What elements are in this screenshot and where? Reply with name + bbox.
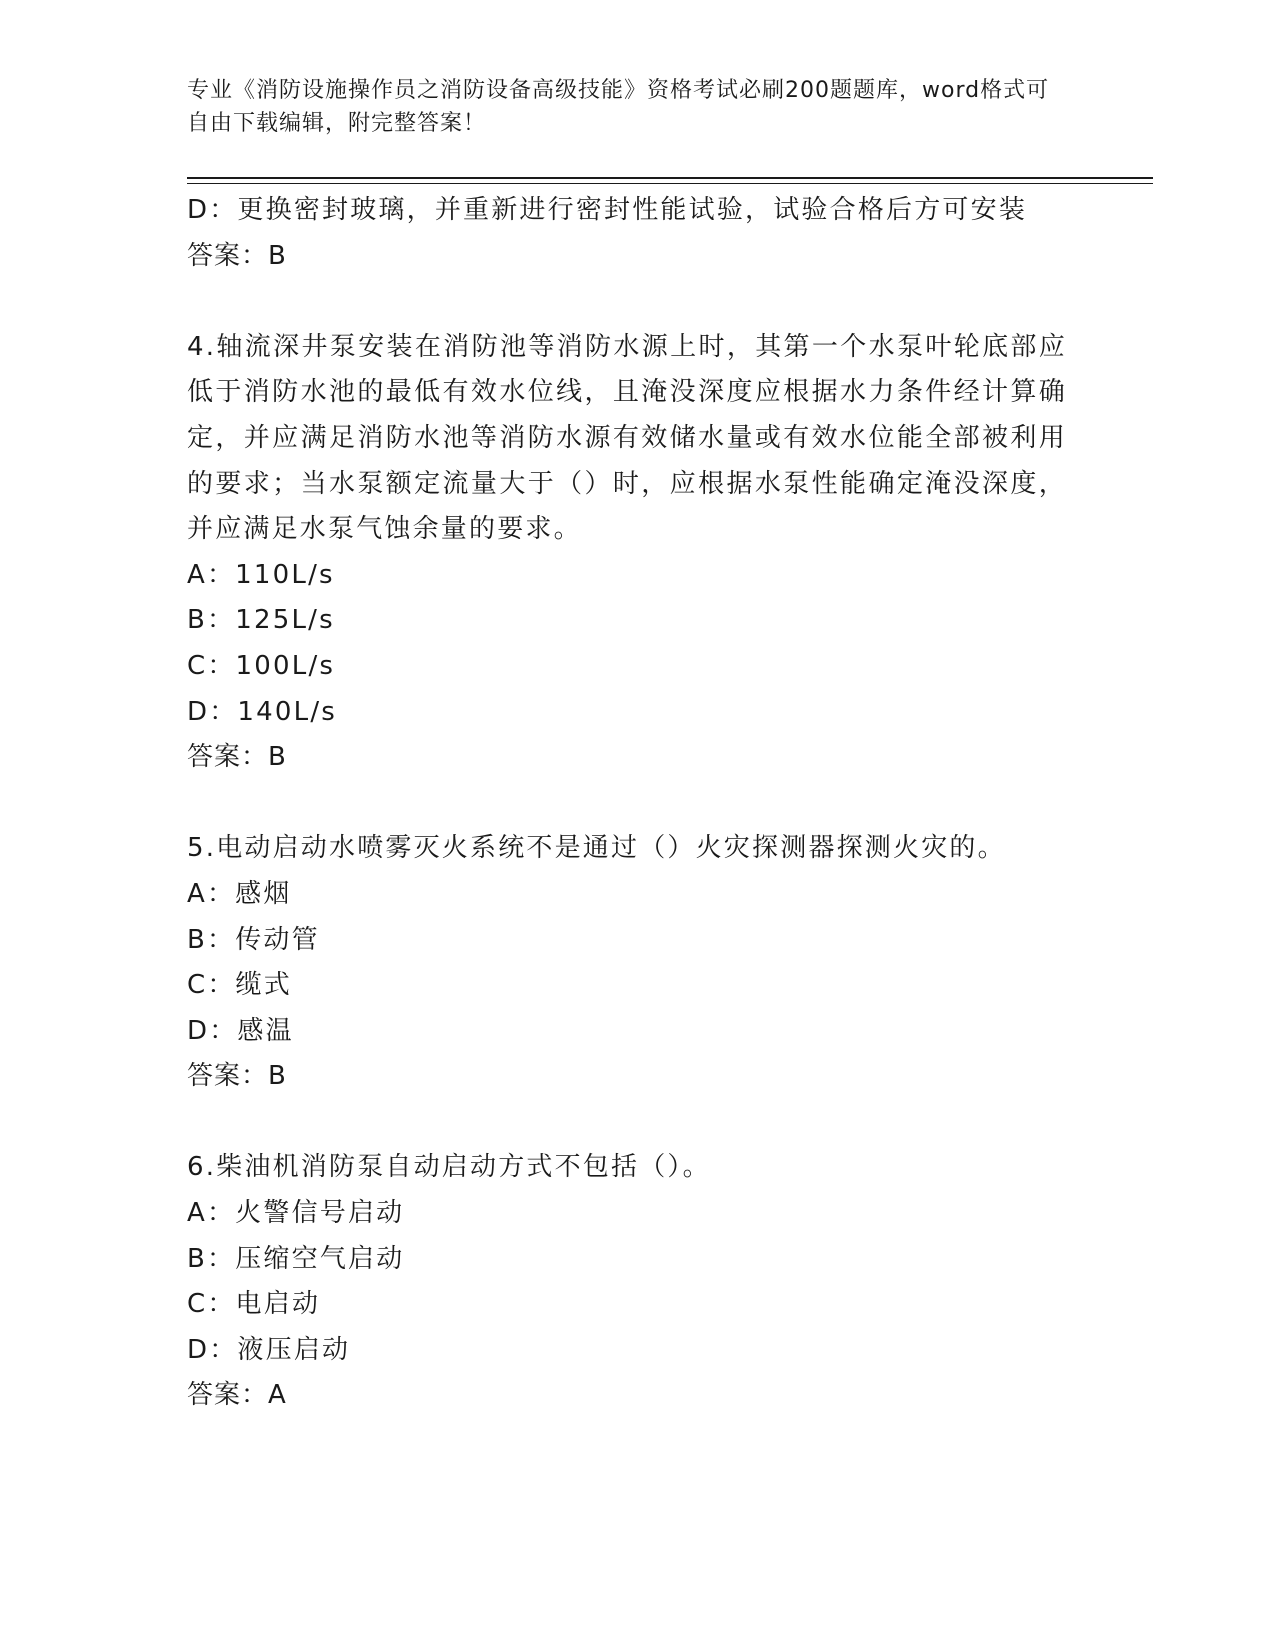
option-a: A：火警信号启动 [187,1198,405,1229]
option-c: C：缆式 [187,970,292,1001]
option-b: B：125L/s [187,605,335,636]
question-text: 5.电动启动水喷雾灭火系统不是通过（）火灾探测器探测火灾的。 [187,833,1006,864]
option-a: A：110L/s [187,559,335,590]
option-c: C：电启动 [187,1289,321,1320]
question-text: 6.柴油机消防泵自动启动方式不包括（）。 [187,1152,711,1183]
option-d: D：140L/s [187,696,338,727]
answer: 答案：B [187,1061,287,1092]
option-b: B：传动管 [187,924,320,955]
option-d: D：更换密封玻璃，并重新进行密封性能试验，试验合格后方可安装 [187,195,1028,225]
answer: 答案：A [187,1380,287,1411]
question-6 [187,1145,1067,1419]
question-text: 4.轴流深井泵安装在消防池等消防水源上时，其第一个水泵叶轮底部应低于消防水池的最低有效水位线，且淹没深度应根据水力条件经计算确定，并应满足消防水池等消防水源有效储水量或有效水位能全部被利用的要求；当水泵额定流量大于（）时，应根据水泵性能确定淹没深度，并应满足水泵气蚀余量的要求。 [187,331,1067,545]
header-divider-thin [187,183,1153,184]
answer: 答案：B [187,742,287,773]
spacer [187,781,1067,827]
option-d: D：液压启动 [187,1334,351,1365]
option-c: C：100L/s [187,650,336,681]
option-b: B：压缩空气启动 [187,1243,405,1274]
previous-question-tail [187,188,1067,279]
answer: 答案：B [187,240,287,271]
document-body [187,188,1067,1419]
option-d: D：感温 [187,1015,294,1046]
header-divider-thick [187,177,1153,179]
option-a: A：感烟 [187,878,292,909]
page-header [187,74,1067,140]
question-4 [187,325,1067,781]
header-title: 专业《消防设施操作员之消防设备高级技能》资格考试必刷200题题库，word格式可自由下载编辑，附完整答案！ [187,78,1050,136]
spacer [187,1100,1067,1146]
spacer [187,279,1067,325]
question-5 [187,826,1067,1100]
